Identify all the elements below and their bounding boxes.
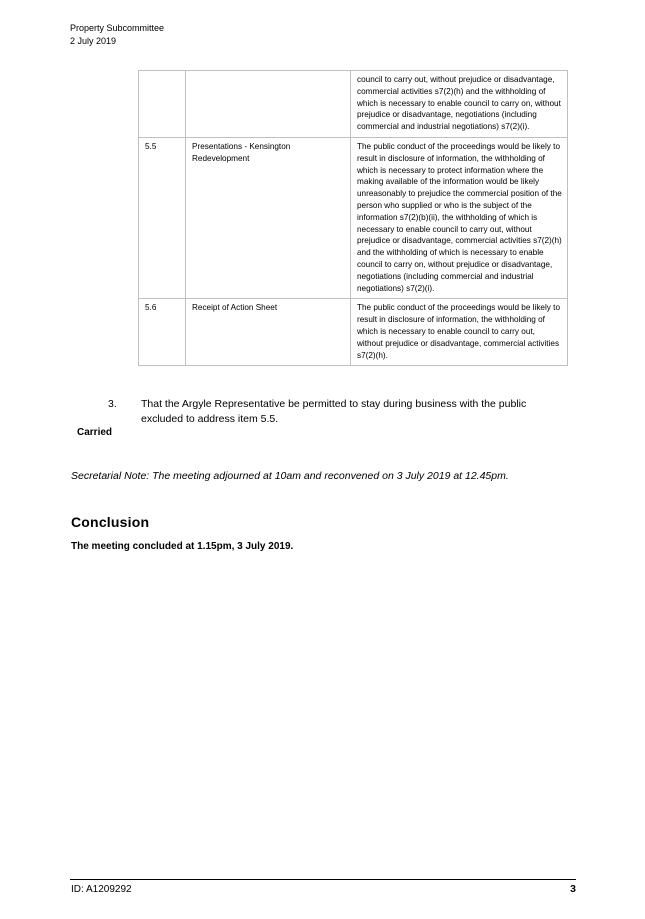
conclusion-heading: Conclusion — [71, 514, 150, 530]
item-subject: Receipt of Action Sheet — [186, 299, 351, 366]
item-grounds: council to carry out, without prejudice or disadvantage, commercial activities s7(2)(h) and the withholding of which is necessary to enable council to carry on, without prejudice or disadvantage, negotiations (including commercial and industrial negotiations) s7(2)(i). — [351, 71, 568, 138]
item-subject: Presentations - Kensington Redevelopment — [186, 137, 351, 298]
table-row — [139, 71, 568, 138]
meeting-date: 2 July 2019 — [70, 35, 117, 46]
carried-label: Carried — [77, 427, 113, 438]
footer-divider — [70, 879, 576, 880]
resolution-text: That the Argyle Representative be permitted to stay during business with the public excluded to address item 5.5. — [141, 398, 527, 425]
item-grounds: The public conduct of the proceedings would be likely to result in disclosure of information, the withholding of which is necessary to enable council to carry out, without prejudice or disadvantage, commercial activities s7(2)(h). — [351, 299, 568, 366]
exclusion-table — [138, 70, 568, 366]
table-row — [139, 299, 568, 366]
table-row — [139, 137, 568, 298]
resolution-number: 3. — [108, 398, 117, 410]
committee-name: Property Subcommittee — [70, 23, 165, 33]
item-number: 5.5 — [139, 137, 186, 298]
conclusion-text: The meeting concluded at 1.15pm, 3 July 2019. — [71, 541, 294, 552]
item-grounds: The public conduct of the proceedings would be likely to result in disclosure of information, the withholding of which is necessary to protect information where the making available of the information would be likely unreasonably to prejudice the commercial position of the person who supplied or who is the subject of the information s7(2)(b)(ii), the withholding of which is necessary to enable council to carry out, without prejudice or disadvantage, commercial activities s7(2)(h) and the withholding of which is necessary to enable council to carry on, without prejudice or disadvantage, negotiations (including commercial and industrial negotiations) s7(2)(i). — [351, 137, 568, 298]
page-number: 3 — [570, 883, 576, 895]
page-header — [70, 22, 164, 47]
item-number — [139, 71, 186, 138]
secretarial-note: Secretarial Note: The meeting adjourned at 10am and reconvened on 3 July 2019 at 12.45pm. — [71, 470, 509, 482]
item-number: 5.6 — [139, 299, 186, 366]
item-subject — [186, 71, 351, 138]
document-id: ID: A1209292 — [71, 884, 132, 895]
